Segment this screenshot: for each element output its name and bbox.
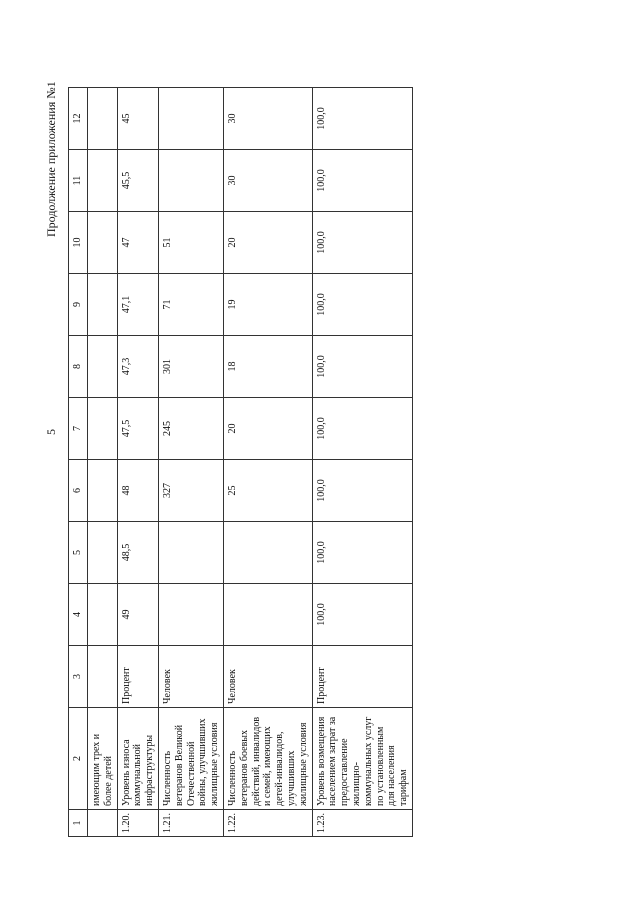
table-row (117, 88, 158, 837)
value-cell (158, 88, 223, 150)
value-cell (88, 460, 118, 522)
column-header: 4 (69, 584, 88, 646)
page-number: 5 (44, 429, 58, 435)
column-header: 8 (69, 336, 88, 398)
unit-cell (88, 646, 118, 708)
column-header: 7 (69, 398, 88, 460)
column-header: 5 (69, 522, 88, 584)
value-cell (88, 398, 118, 460)
column-header: 2 (69, 708, 88, 810)
value-cell: 100,0 (312, 336, 412, 398)
column-header: 1 (69, 810, 88, 837)
unit-cell: Человек (158, 646, 223, 708)
column-header: 12 (69, 88, 88, 150)
table-row (158, 88, 223, 837)
appendix-continuation-note: Продолжение приложения №1 (44, 81, 58, 237)
value-cell: 301 (158, 336, 223, 398)
value-cell: 45 (117, 88, 158, 150)
indicator-name-cell: Уровень возмещения населением затрат за предоставление жилищно-коммунальных услуг по установленным для населения тарифам (312, 708, 412, 810)
value-cell: 47,1 (117, 274, 158, 336)
column-header: 9 (69, 274, 88, 336)
value-cell: 48 (117, 460, 158, 522)
value-cell: 100,0 (312, 150, 412, 212)
indicators-table (68, 87, 413, 837)
value-cell: 47 (117, 212, 158, 274)
column-header: 11 (69, 150, 88, 212)
value-cell: 20 (223, 212, 312, 274)
value-cell (158, 522, 223, 584)
value-cell (88, 88, 118, 150)
value-cell: 71 (158, 274, 223, 336)
value-cell: 100,0 (312, 274, 412, 336)
value-cell: 51 (158, 212, 223, 274)
value-cell (158, 150, 223, 212)
table-row (223, 88, 312, 837)
value-cell: 100,0 (312, 212, 412, 274)
value-cell: 245 (158, 398, 223, 460)
indicator-name-cell: Численность ветеранов Великой Отечественной войны, улучшивших жилищные условия (158, 708, 223, 810)
value-cell: 19 (223, 274, 312, 336)
value-cell (88, 150, 118, 212)
unit-cell: Процент (117, 646, 158, 708)
value-cell: 100,0 (312, 460, 412, 522)
indicator-name-cell: имеющим трех и более детей (88, 708, 118, 810)
value-cell: 20 (223, 398, 312, 460)
value-cell (88, 584, 118, 646)
value-cell: 100,0 (312, 88, 412, 150)
value-cell: 100,0 (312, 398, 412, 460)
value-cell: 47,5 (117, 398, 158, 460)
value-cell (158, 584, 223, 646)
value-cell (88, 274, 118, 336)
table-row (312, 88, 412, 837)
indicator-name-cell: Численность ветеранов боевых действий, инвалидов и семей, имеющих детей-инвалидов, улучшивших жилищные условия (223, 708, 312, 810)
table-row (88, 88, 118, 837)
value-cell (88, 336, 118, 398)
value-cell: 48,5 (117, 522, 158, 584)
value-cell: 45,5 (117, 150, 158, 212)
value-cell (88, 522, 118, 584)
value-cell: 30 (223, 150, 312, 212)
column-header: 3 (69, 646, 88, 708)
value-cell: 25 (223, 460, 312, 522)
value-cell: 30 (223, 88, 312, 150)
value-cell (223, 522, 312, 584)
row-number-cell: 1.21. (158, 810, 223, 837)
unit-cell: Человек (223, 646, 312, 708)
value-cell (223, 584, 312, 646)
table-header-row (69, 88, 88, 837)
column-header: 10 (69, 212, 88, 274)
row-number-cell: 1.22. (223, 810, 312, 837)
value-cell: 100,0 (312, 522, 412, 584)
column-header: 6 (69, 460, 88, 522)
unit-cell: Процент (312, 646, 412, 708)
value-cell: 18 (223, 336, 312, 398)
value-cell: 327 (158, 460, 223, 522)
value-cell: 47,3 (117, 336, 158, 398)
row-number-cell: 1.20. (117, 810, 158, 837)
indicator-name-cell: Уровень износа коммунальной инфраструктуры (117, 708, 158, 810)
value-cell: 100,0 (312, 584, 412, 646)
value-cell: 49 (117, 584, 158, 646)
value-cell (88, 212, 118, 274)
row-number-cell (88, 810, 118, 837)
row-number-cell: 1.23. (312, 810, 412, 837)
